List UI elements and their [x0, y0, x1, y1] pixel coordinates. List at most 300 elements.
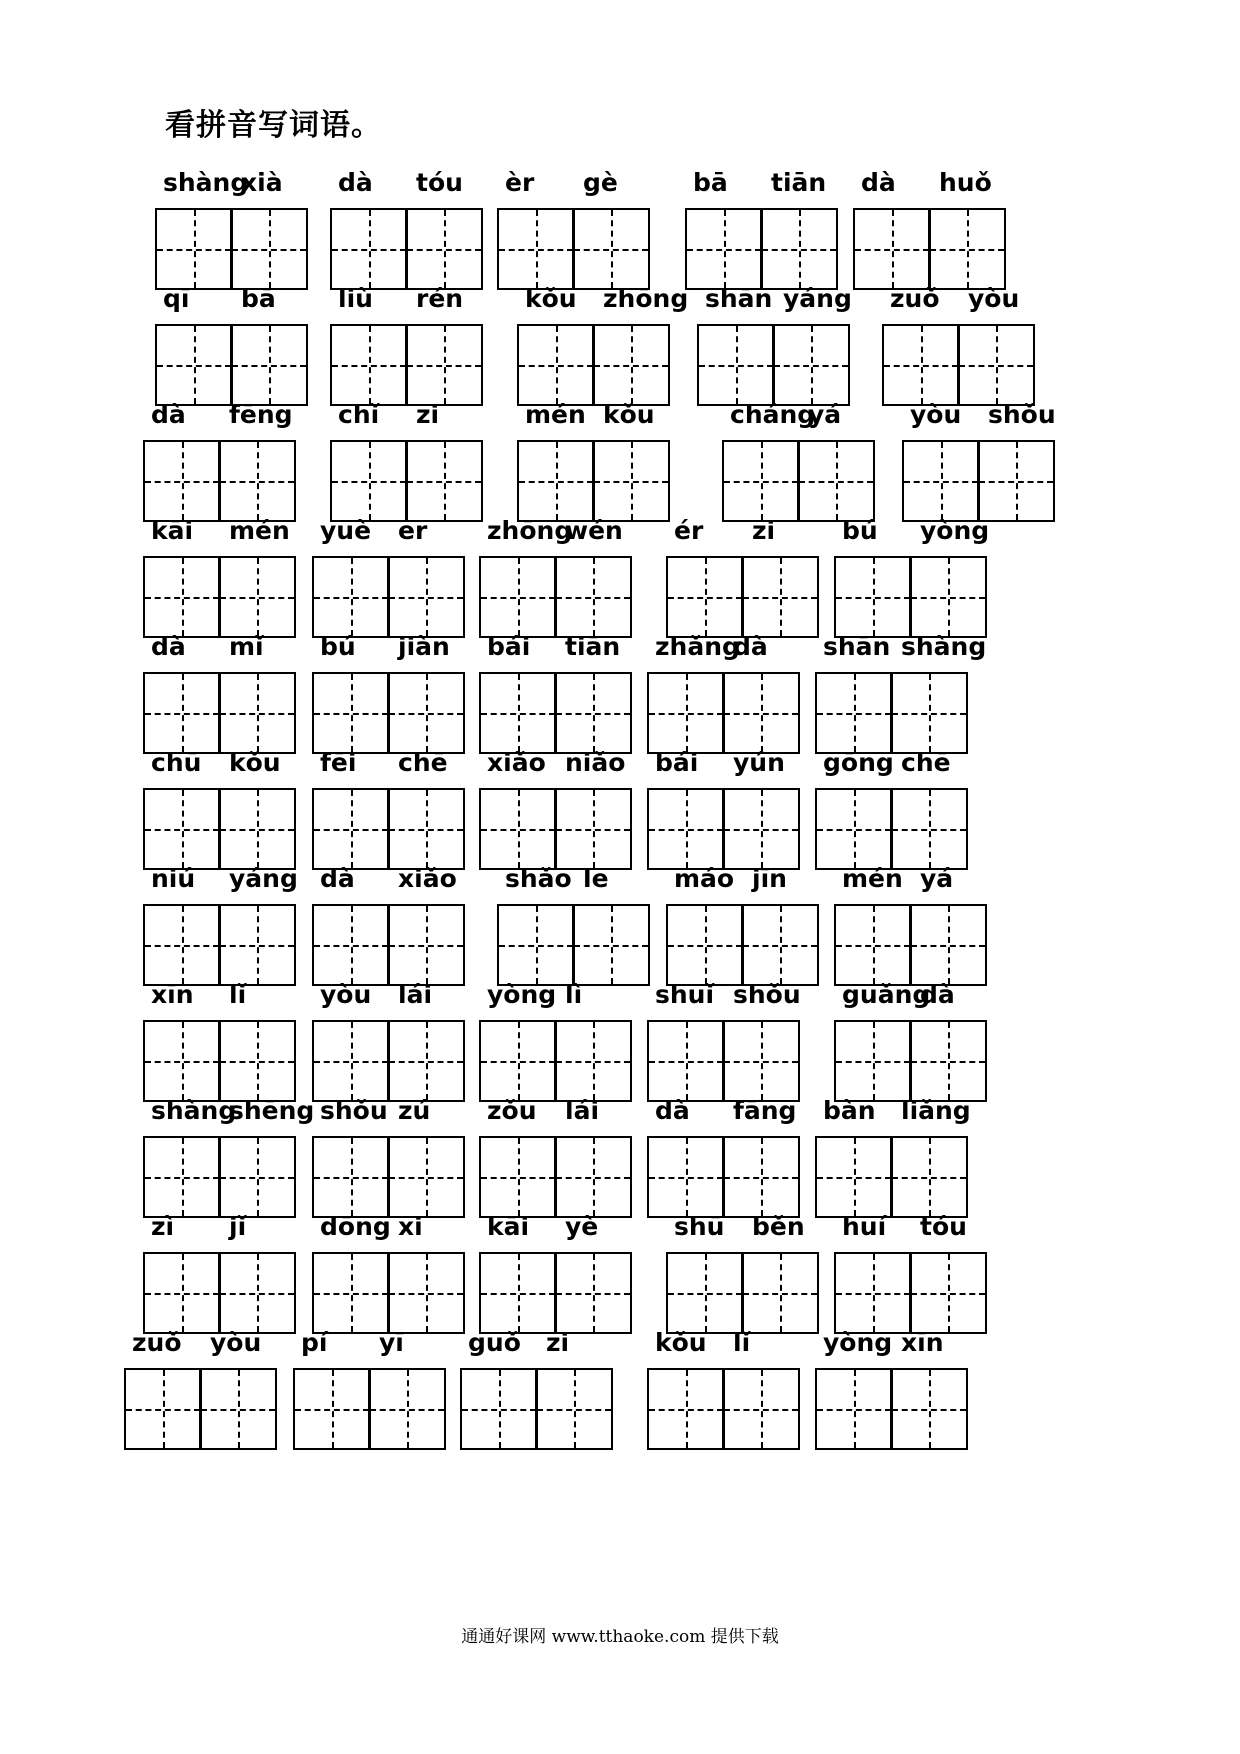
- pinyin-syllable: kǒu: [655, 1328, 707, 1357]
- word-cell: [479, 1212, 631, 1342]
- guide-line-horizontal: [157, 365, 231, 367]
- tian-zi-ge-box[interactable]: [218, 440, 296, 522]
- writing-boxes: [143, 1252, 295, 1334]
- guide-line-horizontal: [481, 1293, 555, 1295]
- writing-boxes: [902, 440, 1054, 522]
- pinyin-syllable: pí: [301, 1328, 328, 1357]
- tian-zi-ge-box[interactable]: [957, 324, 1035, 406]
- guide-line-horizontal: [904, 481, 978, 483]
- writing-boxes: [312, 1252, 464, 1334]
- guide-line-horizontal: [332, 481, 406, 483]
- writing-boxes: [697, 324, 849, 406]
- pinyin-label: [460, 1328, 612, 1368]
- pinyin-label: [143, 748, 295, 788]
- guide-line-horizontal: [407, 249, 481, 251]
- instruction-title: 看拼音写词语。: [165, 108, 382, 143]
- pinyin-syllable: yuè: [320, 516, 372, 545]
- tian-zi-ge-box[interactable]: [890, 788, 968, 870]
- word-cell: [143, 400, 295, 530]
- tian-zi-ge-box[interactable]: [517, 440, 595, 522]
- pinyin-syllable: xīn: [151, 980, 194, 1009]
- guide-line-horizontal: [817, 713, 891, 715]
- pinyin-syllable: yòu: [210, 1328, 262, 1357]
- tian-zi-ge-box[interactable]: [143, 556, 221, 638]
- writing-boxes: [312, 788, 464, 870]
- tian-zi-ge-box[interactable]: [479, 1136, 557, 1218]
- tian-zi-ge-box[interactable]: [834, 1252, 912, 1334]
- tian-zi-ge-box[interactable]: [330, 324, 408, 406]
- pinyin-label: [647, 748, 799, 788]
- tian-zi-ge-box[interactable]: [815, 672, 893, 754]
- pinyin-syllable: xiǎo: [398, 864, 457, 893]
- guide-line-horizontal: [724, 829, 798, 831]
- tian-zi-ge-box[interactable]: [909, 1020, 987, 1102]
- guide-line-horizontal: [930, 249, 1004, 251]
- tian-zi-ge-box[interactable]: [387, 672, 465, 754]
- guide-line-horizontal: [762, 249, 836, 251]
- pinyin-label: [143, 980, 295, 1020]
- word-cell: [312, 1212, 464, 1342]
- word-cell: [293, 1328, 445, 1458]
- tian-zi-ge-box[interactable]: [155, 208, 233, 290]
- guide-line-horizontal: [892, 713, 966, 715]
- pinyin-syllable: yòu: [968, 284, 1020, 313]
- tian-zi-ge-box[interactable]: [312, 1136, 390, 1218]
- tian-zi-ge-box[interactable]: [143, 1252, 221, 1334]
- pinyin-label: [479, 748, 631, 788]
- pinyin-label: [330, 400, 482, 440]
- pinyin-label: [834, 516, 990, 556]
- word-cell: [815, 1096, 971, 1226]
- writing-boxes: [330, 324, 482, 406]
- tian-zi-ge-box[interactable]: [722, 1020, 800, 1102]
- tian-zi-ge-box[interactable]: [909, 1252, 987, 1334]
- guide-line-horizontal: [314, 1177, 388, 1179]
- guide-line-horizontal: [370, 1409, 444, 1411]
- word-cell: [722, 400, 874, 530]
- writing-boxes: [143, 1020, 295, 1102]
- writing-boxes: [834, 1020, 986, 1102]
- guide-line-horizontal: [481, 597, 555, 599]
- tian-zi-ge-box[interactable]: [405, 440, 483, 522]
- pinyin-label: [479, 632, 631, 672]
- guide-line-horizontal: [145, 597, 219, 599]
- pinyin-syllable: er: [398, 516, 428, 545]
- tian-zi-ge-box[interactable]: [387, 556, 465, 638]
- tian-zi-ge-box[interactable]: [387, 1020, 465, 1102]
- tian-zi-ge-box[interactable]: [535, 1368, 613, 1450]
- pinyin-label: [834, 980, 986, 1020]
- tian-zi-ge-box[interactable]: [312, 1252, 390, 1334]
- tian-zi-ge-box[interactable]: [143, 672, 221, 754]
- pinyin-syllable: huí: [842, 1212, 887, 1241]
- tian-zi-ge-box[interactable]: [741, 556, 819, 638]
- guide-line-horizontal: [574, 249, 648, 251]
- guide-line-horizontal: [884, 365, 958, 367]
- tian-zi-ge-box[interactable]: [312, 788, 390, 870]
- guide-line-horizontal: [911, 597, 985, 599]
- guide-line-horizontal: [407, 481, 481, 483]
- tian-zi-ge-box[interactable]: [124, 1368, 202, 1450]
- writing-boxes: [517, 440, 669, 522]
- pinyin-syllable: zú: [398, 1096, 431, 1125]
- guide-line-horizontal: [389, 713, 463, 715]
- guide-line-horizontal: [668, 1293, 742, 1295]
- tian-zi-ge-box[interactable]: [834, 556, 912, 638]
- pinyin-syllable: yòu: [320, 980, 372, 1009]
- pinyin-syllable: zhǎng: [655, 632, 740, 661]
- word-cell: [882, 284, 1034, 414]
- pinyin-label: [902, 400, 1054, 440]
- pinyin-label: [666, 1212, 818, 1252]
- guide-line-horizontal: [594, 365, 668, 367]
- writing-boxes: [666, 904, 818, 986]
- tian-zi-ge-box[interactable]: [143, 1136, 221, 1218]
- pinyin-syllable: zhōng: [487, 516, 573, 545]
- writing-boxes: [312, 1020, 464, 1102]
- tian-zi-ge-box[interactable]: [722, 440, 800, 522]
- pinyin-label: [882, 284, 1034, 324]
- tian-zi-ge-box[interactable]: [218, 904, 296, 986]
- word-row: [0, 400, 1240, 530]
- pinyin-syllable: yòu: [910, 400, 962, 429]
- word-cell: [815, 748, 967, 878]
- tian-zi-ge-box[interactable]: [230, 324, 308, 406]
- tian-zi-ge-box[interactable]: [218, 1020, 296, 1102]
- guide-line-horizontal: [145, 1177, 219, 1179]
- guide-line-horizontal: [145, 829, 219, 831]
- pinyin-label: [815, 748, 967, 788]
- tian-zi-ge-box[interactable]: [815, 1368, 893, 1450]
- pinyin-syllable: yún: [733, 748, 785, 777]
- tian-zi-ge-box[interactable]: [722, 788, 800, 870]
- tian-zi-ge-box[interactable]: [479, 556, 557, 638]
- writing-boxes: [143, 556, 295, 638]
- pinyin-syllable: dà: [338, 168, 373, 197]
- tian-zi-ge-box[interactable]: [497, 208, 575, 290]
- tian-zi-ge-box[interactable]: [722, 1368, 800, 1450]
- guide-line-horizontal: [220, 713, 294, 715]
- tian-zi-ge-box[interactable]: [199, 1368, 277, 1450]
- pinyin-label: [834, 864, 986, 904]
- tian-zi-ge-box[interactable]: [230, 208, 308, 290]
- tian-zi-ge-box[interactable]: [890, 1368, 968, 1450]
- word-cell: [815, 1328, 967, 1458]
- pinyin-label: [312, 980, 464, 1020]
- tian-zi-ge-box[interactable]: [554, 1136, 632, 1218]
- guide-line-horizontal: [295, 1409, 369, 1411]
- tian-zi-ge-box[interactable]: [405, 208, 483, 290]
- tian-zi-ge-box[interactable]: [666, 904, 744, 986]
- tian-zi-ge-box[interactable]: [977, 440, 1055, 522]
- tian-zi-ge-box[interactable]: [143, 1020, 221, 1102]
- word-row: [0, 748, 1240, 878]
- pinyin-syllable: gè: [583, 168, 618, 197]
- pinyin-syllable: xià: [241, 168, 283, 197]
- guide-line-horizontal: [220, 945, 294, 947]
- tian-zi-ge-box[interactable]: [143, 440, 221, 522]
- tian-zi-ge-box[interactable]: [666, 556, 744, 638]
- pinyin-syllable: zuǒ: [132, 1328, 182, 1357]
- tian-zi-ge-box[interactable]: [479, 1020, 557, 1102]
- tian-zi-ge-box[interactable]: [834, 1020, 912, 1102]
- writing-boxes: [143, 440, 295, 522]
- pinyin-syllable: shēng: [229, 1096, 315, 1125]
- pinyin-syllable: shǒu: [988, 400, 1056, 429]
- tian-zi-ge-box[interactable]: [387, 1252, 465, 1334]
- writing-boxes: [853, 208, 1005, 290]
- tian-zi-ge-box[interactable]: [387, 1136, 465, 1218]
- tian-zi-ge-box[interactable]: [685, 208, 763, 290]
- guide-line-horizontal: [724, 1177, 798, 1179]
- pinyin-syllable: shuǐ: [655, 980, 715, 1009]
- guide-line-horizontal: [836, 945, 910, 947]
- writing-boxes: [722, 440, 874, 522]
- guide-line-horizontal: [649, 1409, 723, 1411]
- tian-zi-ge-box[interactable]: [517, 324, 595, 406]
- tian-zi-ge-box[interactable]: [330, 440, 408, 522]
- tian-zi-ge-box[interactable]: [722, 672, 800, 754]
- tian-zi-ge-box[interactable]: [815, 788, 893, 870]
- pinyin-syllable: lái: [398, 980, 433, 1009]
- word-cell: [124, 1328, 276, 1458]
- tian-zi-ge-box[interactable]: [722, 1136, 800, 1218]
- pinyin-syllable: shàng: [151, 1096, 237, 1125]
- writing-boxes: [479, 672, 631, 754]
- tian-zi-ge-box[interactable]: [666, 1252, 744, 1334]
- pinyin-syllable: shǒu: [320, 1096, 388, 1125]
- tian-zi-ge-box[interactable]: [890, 1136, 968, 1218]
- guide-line-horizontal: [911, 1061, 985, 1063]
- guide-line-horizontal: [389, 1061, 463, 1063]
- pinyin-syllable: wén: [565, 516, 623, 545]
- tian-zi-ge-box[interactable]: [405, 324, 483, 406]
- pinyin-label: [722, 400, 874, 440]
- pinyin-syllable: lái: [565, 1096, 600, 1125]
- guide-line-horizontal: [836, 1293, 910, 1295]
- guide-line-horizontal: [537, 1409, 611, 1411]
- tian-zi-ge-box[interactable]: [647, 1020, 725, 1102]
- tian-zi-ge-box[interactable]: [312, 672, 390, 754]
- tian-zi-ge-box[interactable]: [218, 672, 296, 754]
- guide-line-horizontal: [519, 481, 593, 483]
- tian-zi-ge-box[interactable]: [853, 208, 931, 290]
- tian-zi-ge-box[interactable]: [554, 1252, 632, 1334]
- pinyin-label: [517, 400, 669, 440]
- writing-boxes: [479, 1020, 631, 1102]
- tian-zi-ge-box[interactable]: [554, 788, 632, 870]
- word-cell: [479, 516, 631, 646]
- pinyin-label: [124, 1328, 276, 1368]
- writing-boxes: [666, 1252, 818, 1334]
- guide-line-horizontal: [481, 829, 555, 831]
- tian-zi-ge-box[interactable]: [293, 1368, 371, 1450]
- tian-zi-ge-box[interactable]: [592, 324, 670, 406]
- tian-zi-ge-box[interactable]: [697, 324, 775, 406]
- pinyin-label: [155, 168, 307, 208]
- writing-boxes: [124, 1368, 276, 1450]
- guide-line-horizontal: [668, 945, 742, 947]
- pinyin-syllable: zǒu: [487, 1096, 537, 1125]
- tian-zi-ge-box[interactable]: [143, 788, 221, 870]
- tian-zi-ge-box[interactable]: [155, 324, 233, 406]
- writing-boxes: [647, 672, 799, 754]
- tian-zi-ge-box[interactable]: [834, 904, 912, 986]
- pinyin-label: [815, 1328, 967, 1368]
- pinyin-syllable: fēng: [229, 400, 293, 429]
- tian-zi-ge-box[interactable]: [797, 440, 875, 522]
- tian-zi-ge-box[interactable]: [647, 672, 725, 754]
- tian-zi-ge-box[interactable]: [330, 208, 408, 290]
- tian-zi-ge-box[interactable]: [890, 672, 968, 754]
- writing-boxes: [834, 556, 986, 638]
- pinyin-syllable: chē: [398, 748, 448, 777]
- pinyin-label: [697, 284, 852, 324]
- word-row: [0, 864, 1240, 994]
- word-cell: [330, 168, 482, 298]
- tian-zi-ge-box[interactable]: [387, 788, 465, 870]
- tian-zi-ge-box[interactable]: [218, 556, 296, 638]
- pinyin-label: [312, 632, 464, 672]
- guide-line-horizontal: [743, 597, 817, 599]
- word-row: [0, 1212, 1240, 1342]
- writing-boxes: [479, 788, 631, 870]
- tian-zi-ge-box[interactable]: [572, 208, 650, 290]
- tian-zi-ge-box[interactable]: [647, 1136, 725, 1218]
- tian-zi-ge-box[interactable]: [760, 208, 838, 290]
- guide-line-horizontal: [911, 945, 985, 947]
- pinyin-syllable: niú: [151, 864, 196, 893]
- writing-boxes: [330, 208, 482, 290]
- pinyin-syllable: dà: [151, 400, 186, 429]
- tian-zi-ge-box[interactable]: [479, 1252, 557, 1334]
- tian-zi-ge-box[interactable]: [592, 440, 670, 522]
- tian-zi-ge-box[interactable]: [741, 1252, 819, 1334]
- pinyin-syllable: fēi: [320, 748, 357, 777]
- tian-zi-ge-box[interactable]: [312, 1020, 390, 1102]
- tian-zi-ge-box[interactable]: [772, 324, 850, 406]
- pinyin-label: [330, 284, 482, 324]
- pinyin-label: [517, 284, 689, 324]
- tian-zi-ge-box[interactable]: [902, 440, 980, 522]
- tian-zi-ge-box[interactable]: [143, 904, 221, 986]
- tian-zi-ge-box[interactable]: [497, 904, 575, 986]
- pinyin-label: [647, 1096, 799, 1136]
- tian-zi-ge-box[interactable]: [312, 904, 390, 986]
- guide-line-horizontal: [556, 597, 630, 599]
- writing-boxes: [815, 672, 967, 754]
- pinyin-syllable: lǐ: [229, 980, 247, 1009]
- tian-zi-ge-box[interactable]: [554, 556, 632, 638]
- guide-line-horizontal: [407, 365, 481, 367]
- word-cell: [647, 748, 799, 878]
- word-cell: [647, 980, 799, 1110]
- tian-zi-ge-box[interactable]: [909, 904, 987, 986]
- word-row: [0, 168, 1240, 298]
- guide-line-horizontal: [556, 1293, 630, 1295]
- pinyin-label: [293, 1328, 445, 1368]
- guide-line-horizontal: [892, 1409, 966, 1411]
- tian-zi-ge-box[interactable]: [312, 556, 390, 638]
- writing-boxes: [647, 1368, 799, 1450]
- pinyin-syllable: kǒu: [525, 284, 577, 313]
- tian-zi-ge-box[interactable]: [554, 672, 632, 754]
- tian-zi-ge-box[interactable]: [647, 788, 725, 870]
- pinyin-label: [479, 980, 631, 1020]
- pinyin-label: [143, 1212, 295, 1252]
- writing-boxes: [143, 788, 295, 870]
- guide-line-horizontal: [799, 481, 873, 483]
- writing-boxes: [834, 1252, 986, 1334]
- word-cell: [143, 980, 295, 1110]
- tian-zi-ge-box[interactable]: [218, 1136, 296, 1218]
- pinyin-syllable: shǒu: [733, 980, 801, 1009]
- tian-zi-ge-box[interactable]: [479, 672, 557, 754]
- writing-boxes: [647, 788, 799, 870]
- word-cell: [834, 980, 986, 1110]
- word-cell: [517, 284, 689, 414]
- guide-line-horizontal: [774, 365, 848, 367]
- tian-zi-ge-box[interactable]: [882, 324, 960, 406]
- guide-line-horizontal: [389, 829, 463, 831]
- tian-zi-ge-box[interactable]: [741, 904, 819, 986]
- word-row: [0, 1096, 1240, 1226]
- tian-zi-ge-box[interactable]: [572, 904, 650, 986]
- tian-zi-ge-box[interactable]: [647, 1368, 725, 1450]
- pinyin-syllable: tiān: [771, 168, 827, 197]
- pinyin-syllable: bā: [693, 168, 728, 197]
- pinyin-label: [312, 748, 464, 788]
- tian-zi-ge-box[interactable]: [218, 788, 296, 870]
- tian-zi-ge-box[interactable]: [479, 788, 557, 870]
- guide-line-horizontal: [220, 829, 294, 831]
- pinyin-label: [647, 1328, 799, 1368]
- pinyin-syllable: chū: [151, 748, 202, 777]
- word-cell: [155, 284, 307, 414]
- guide-line-horizontal: [817, 829, 891, 831]
- pinyin-label: [155, 284, 307, 324]
- writing-boxes: [647, 1136, 799, 1218]
- tian-zi-ge-box[interactable]: [218, 1252, 296, 1334]
- word-cell: [155, 168, 307, 298]
- guide-line-horizontal: [314, 597, 388, 599]
- word-cell: [685, 168, 837, 298]
- tian-zi-ge-box[interactable]: [460, 1368, 538, 1450]
- pinyin-syllable: qī: [163, 284, 190, 313]
- guide-line-horizontal: [220, 597, 294, 599]
- tian-zi-ge-box[interactable]: [387, 904, 465, 986]
- word-cell: [497, 168, 649, 298]
- guide-line-horizontal: [911, 1293, 985, 1295]
- pinyin-syllable: běn: [752, 1212, 805, 1241]
- pinyin-syllable: dà: [861, 168, 896, 197]
- writing-boxes: [882, 324, 1034, 406]
- tian-zi-ge-box[interactable]: [554, 1020, 632, 1102]
- writing-boxes: [312, 556, 464, 638]
- word-cell: [143, 1096, 315, 1226]
- word-cell: [853, 168, 1005, 298]
- pinyin-syllable: bú: [320, 632, 356, 661]
- word-cell: [697, 284, 852, 414]
- tian-zi-ge-box[interactable]: [368, 1368, 446, 1450]
- guide-line-horizontal: [499, 249, 573, 251]
- writing-boxes: [815, 788, 967, 870]
- guide-line-horizontal: [574, 945, 648, 947]
- tian-zi-ge-box[interactable]: [928, 208, 1006, 290]
- guide-line-horizontal: [855, 249, 929, 251]
- tian-zi-ge-box[interactable]: [815, 1136, 893, 1218]
- tian-zi-ge-box[interactable]: [909, 556, 987, 638]
